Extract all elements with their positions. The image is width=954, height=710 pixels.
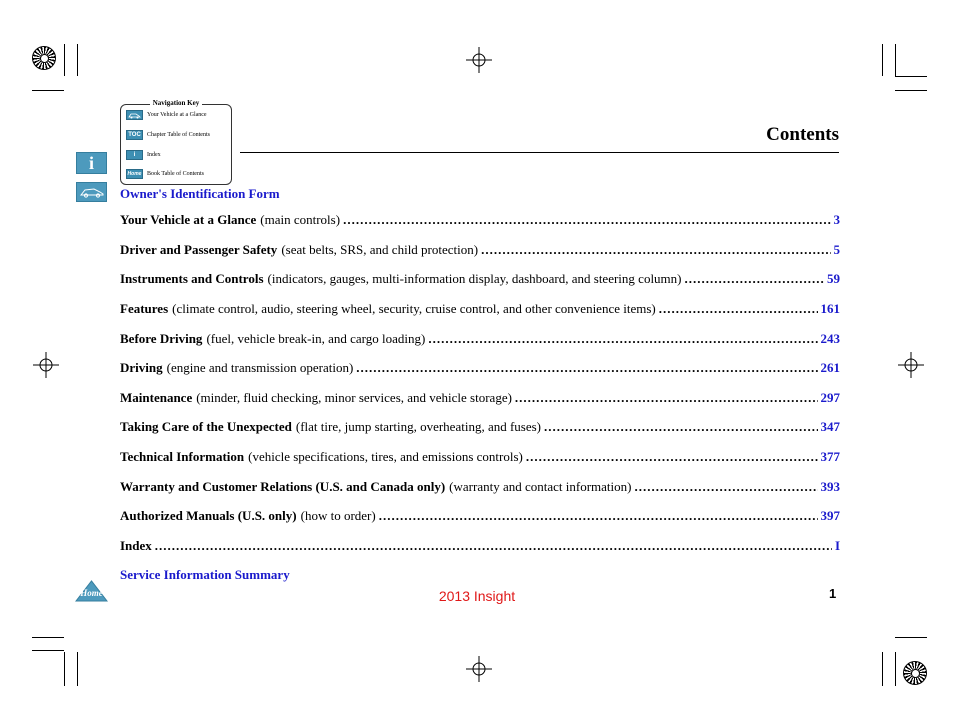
toc-page-link[interactable]: 393 bbox=[820, 479, 840, 494]
info-icon: i bbox=[126, 150, 143, 160]
index-tab-button[interactable] bbox=[76, 152, 107, 174]
toc-page-link[interactable]: 161 bbox=[820, 301, 840, 316]
owners-identification-form-link[interactable]: Owner's Identification Form bbox=[120, 186, 280, 201]
leader-dots bbox=[634, 479, 817, 495]
leader-dots bbox=[428, 331, 817, 347]
leader-dots bbox=[515, 390, 818, 406]
crosshair-mark-icon bbox=[33, 352, 59, 378]
toc-entry[interactable] bbox=[120, 301, 840, 319]
crop-mark bbox=[77, 652, 78, 686]
toc-page-link[interactable]: 3 bbox=[833, 212, 840, 227]
page-number: 1 bbox=[829, 586, 837, 601]
crop-mark bbox=[895, 44, 896, 76]
toc-entry[interactable] bbox=[120, 360, 840, 378]
registration-sun-icon bbox=[903, 661, 927, 685]
crosshair-mark-icon bbox=[466, 47, 492, 73]
toc-entry[interactable] bbox=[120, 390, 840, 408]
toc-entry-title: Your Vehicle at a Glance bbox=[120, 212, 257, 227]
toc-entry-title: Maintenance bbox=[120, 390, 193, 405]
page-title: Contents bbox=[766, 124, 839, 145]
crop-mark bbox=[895, 652, 896, 686]
nav-key-label: Your Vehicle at a Glance bbox=[147, 112, 207, 118]
toc-page-link[interactable]: 297 bbox=[820, 390, 840, 405]
crop-mark bbox=[895, 90, 927, 91]
navigation-key-title: Navigation Key bbox=[150, 99, 202, 107]
crop-mark bbox=[882, 652, 883, 686]
leader-dots bbox=[379, 508, 818, 524]
crop-mark bbox=[32, 637, 64, 638]
toc-entry[interactable] bbox=[120, 331, 840, 349]
nav-key-label: Index bbox=[147, 152, 161, 158]
toc-entry-title: Authorized Manuals (U.S. only) bbox=[120, 508, 297, 523]
toc-entry-desc: (warranty and contact information) bbox=[449, 479, 632, 494]
toc-entry-desc: (how to order) bbox=[300, 508, 376, 523]
nav-key-item-home bbox=[126, 168, 204, 180]
crosshair-mark-icon bbox=[898, 352, 924, 378]
info-icon: i bbox=[88, 152, 94, 173]
nav-key-item-vehicle bbox=[126, 109, 207, 121]
toc-entry-title: Before Driving bbox=[120, 331, 203, 346]
toc-page-link[interactable]: 243 bbox=[820, 331, 840, 346]
toc-entry[interactable] bbox=[120, 538, 840, 556]
toc-entry-desc: (engine and transmission operation) bbox=[166, 360, 354, 375]
crop-mark bbox=[895, 76, 927, 77]
toc-entry[interactable] bbox=[120, 271, 840, 289]
crop-mark bbox=[32, 90, 64, 91]
leader-dots bbox=[356, 360, 817, 376]
service-information-summary-link[interactable]: Service Information Summary bbox=[120, 567, 290, 582]
toc-entry-desc: (indicators, gauges, multi-information display, dashboard, and steering column) bbox=[267, 271, 682, 286]
toc-page-link[interactable]: 59 bbox=[827, 271, 840, 286]
leader-dots bbox=[685, 271, 825, 287]
toc-entry[interactable] bbox=[120, 449, 840, 467]
toc-entry-title: Taking Care of the Unexpected bbox=[120, 419, 292, 434]
home-icon: Home bbox=[127, 171, 142, 177]
crop-mark bbox=[32, 650, 64, 651]
crop-mark bbox=[882, 44, 883, 76]
toc-icon: TOC bbox=[126, 130, 143, 140]
toc-entry-title: Driver and Passenger Safety bbox=[120, 242, 278, 257]
nav-key-label: Chapter Table of Contents bbox=[147, 132, 210, 138]
registration-sun-icon bbox=[32, 46, 56, 70]
toc-entry-desc: (fuel, vehicle break-in, and cargo loading) bbox=[206, 331, 426, 346]
nav-key-item-index bbox=[126, 149, 161, 161]
toc-entry-desc: (seat belts, SRS, and child protection) bbox=[281, 242, 479, 257]
toc-page-link[interactable]: 5 bbox=[833, 242, 840, 257]
toc-page-link[interactable]: 397 bbox=[820, 508, 840, 523]
toc-entry[interactable] bbox=[120, 419, 840, 437]
crosshair-mark-icon bbox=[466, 656, 492, 682]
toc-entry-desc: (vehicle specifications, tires, and emissions controls) bbox=[248, 449, 523, 464]
toc-entry-title: Index bbox=[120, 538, 152, 553]
toc-entry[interactable] bbox=[120, 479, 840, 497]
toc-entry-title: Warranty and Customer Relations (U.S. and Canada only) bbox=[120, 479, 446, 494]
car-icon bbox=[126, 110, 143, 120]
leader-dots bbox=[526, 449, 818, 465]
nav-key-label: Book Table of Contents bbox=[147, 171, 204, 177]
nav-key-item-toc bbox=[126, 129, 210, 141]
leader-dots bbox=[481, 242, 830, 258]
vehicle-glance-tab-button[interactable] bbox=[76, 182, 107, 202]
toc-entry-desc: (flat tire, jump starting, overheating, and fuses) bbox=[295, 419, 542, 434]
toc-entry[interactable] bbox=[120, 508, 840, 526]
toc-page-link[interactable]: I bbox=[834, 538, 840, 553]
crop-mark bbox=[895, 637, 927, 638]
home-icon-label: Home bbox=[80, 588, 103, 598]
crop-mark bbox=[64, 44, 65, 76]
toc-page-link[interactable]: 347 bbox=[820, 419, 840, 434]
car-icon bbox=[79, 186, 105, 198]
toc-entry-title: Driving bbox=[120, 360, 163, 375]
footer-model-name: 2013 Insight bbox=[438, 588, 516, 604]
toc-entry-title: Features bbox=[120, 301, 169, 316]
toc-entry[interactable] bbox=[120, 242, 840, 260]
toc-entry-desc: (main controls) bbox=[260, 212, 341, 227]
toc-entry-desc: (minder, fluid checking, minor services, and vehicle storage) bbox=[196, 390, 512, 405]
toc-entry-desc: (climate control, audio, steering wheel, security, cruise control, and other convenience items) bbox=[172, 301, 656, 316]
crop-mark bbox=[64, 652, 65, 686]
leader-dots bbox=[544, 419, 817, 435]
leader-dots bbox=[343, 212, 830, 228]
toc-entry-title: Instruments and Controls bbox=[120, 271, 264, 286]
leader-dots bbox=[659, 301, 818, 317]
toc-page-link[interactable]: 377 bbox=[820, 449, 840, 464]
title-divider bbox=[240, 152, 839, 153]
crop-mark bbox=[77, 44, 78, 76]
toc-entry[interactable] bbox=[120, 212, 840, 230]
toc-page-link[interactable]: 261 bbox=[820, 360, 840, 375]
navigation-key bbox=[120, 99, 232, 185]
leader-dots bbox=[155, 538, 832, 554]
toc-entry-title: Technical Information bbox=[120, 449, 245, 464]
